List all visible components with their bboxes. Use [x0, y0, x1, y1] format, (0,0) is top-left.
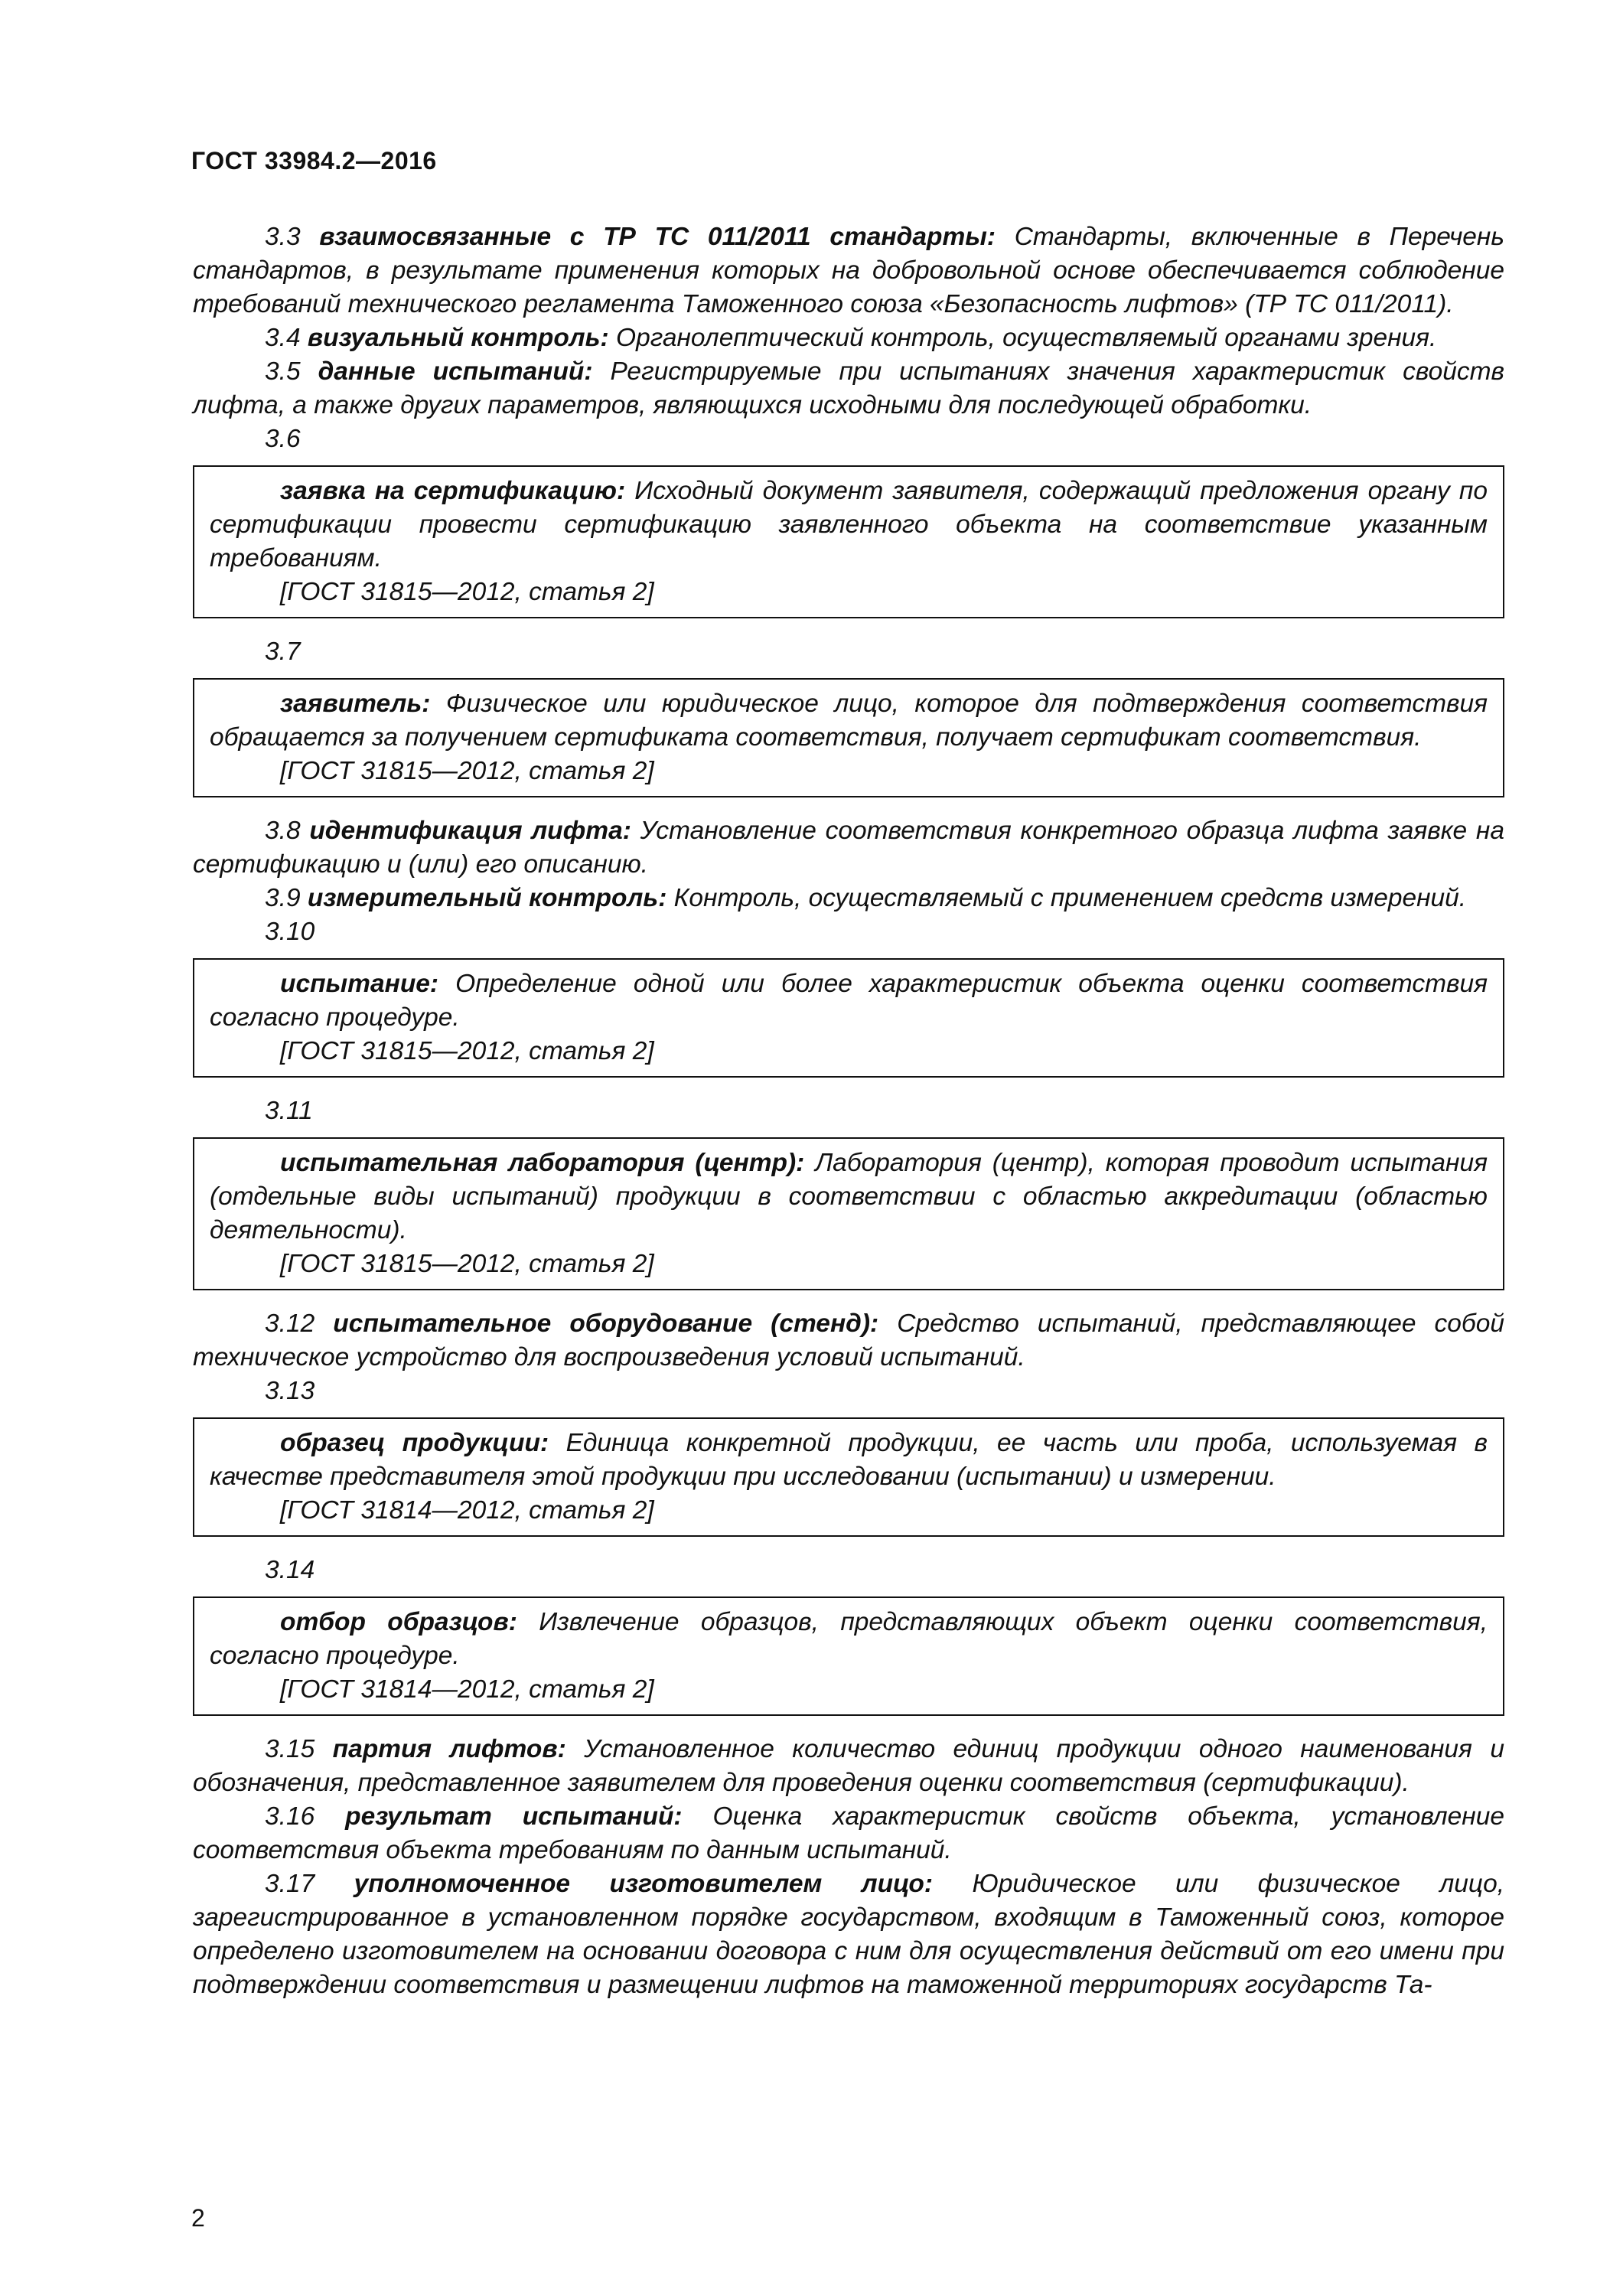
term-definition: Стандарты, включенные в Перечень стандартов, в результате применения которых на добровольной основе обеспечивается соблюдение требований технического регламента Таможенного союза «Безопасность лифтов» (ТР ТС 011/2011). [193, 223, 1504, 318]
term-title: визуальный контроль: [307, 324, 609, 352]
term-definition: Физическое или юридическое лицо, которое для подтверждения соответствия обращается за получением сертификата соответствия, получает сертификат соответствия. [210, 690, 1488, 752]
term-title: уполномоченное изготовителем лицо: [354, 1870, 934, 1898]
term-3-7 [210, 687, 1488, 755]
term-number: 3.8 [265, 817, 301, 845]
term-title: идентификация лифта: [309, 817, 631, 845]
term-3-15 [193, 1733, 1504, 1800]
term-title: испытание: [280, 970, 439, 998]
term-number-3-13: 3.13 [265, 1377, 315, 1405]
term-definition: Установленное количество единиц продукции одного наименования и обозначения, представленное заявителем для проведения оценки соответствия (сертификации). [193, 1735, 1504, 1797]
term-3-11 [210, 1146, 1488, 1247]
term-3-8 [193, 814, 1504, 882]
term-title: партия лифтов: [332, 1735, 566, 1763]
term-definition: Контроль, осуществляемый с применением средств измерений. [673, 884, 1467, 912]
term-reference: [ГОСТ 31815—2012, статья 2] [280, 578, 654, 606]
term-number-3-7: 3.7 [265, 638, 301, 666]
term-number-3-14: 3.14 [265, 1556, 315, 1584]
term-title: данные испытаний: [318, 357, 593, 386]
term-reference: [ГОСТ 31814—2012, статья 2] [280, 1675, 654, 1704]
term-number: 3.12 [265, 1309, 315, 1338]
term-3-13 [210, 1427, 1488, 1494]
term-3-17 [193, 1867, 1504, 2002]
quoted-term-box-3-7 [193, 678, 1504, 797]
quoted-term-box-3-11 [193, 1137, 1504, 1290]
term-3-12 [193, 1307, 1504, 1375]
term-number: 3.16 [265, 1802, 315, 1831]
term-title: образец продукции: [280, 1429, 549, 1457]
page-number: 2 [191, 2204, 205, 2232]
term-definition: Исходный документ заявителя, содержащий предложения органу по сертификации провести сертификацию заявленного объекта на соответствие указанным требованиям. [210, 477, 1488, 572]
term-number: 3.17 [265, 1870, 315, 1898]
term-definition: Юридическое или физическое лицо, зарегистрированное в установленном порядке государством, входящим в Таможенный союз, которое определено изготовителем на основании договора с ним для осуществления действий от его имени при подтверждении соответствия и размещении лифтов на таможенной территориях государств Та- [193, 1870, 1505, 1999]
term-reference: [ГОСТ 31815—2012, статья 2] [280, 1250, 654, 1278]
term-title: измерительный контроль: [307, 884, 667, 912]
term-3-4 [193, 321, 1504, 355]
term-3-3 [193, 220, 1504, 321]
term-definition: Определение одной или более характеристик объекта оценки соответствия согласно процедуре. [210, 970, 1488, 1032]
document-header: ГОСТ 33984.2—2016 [191, 147, 437, 174]
term-3-16 [193, 1800, 1504, 1867]
quoted-term-box-3-6 [193, 465, 1504, 618]
term-3-14 [210, 1606, 1488, 1673]
term-definition: Извлечение образцов, представляющих объект оценки соответствия, согласно процедуре. [210, 1608, 1488, 1670]
term-title: заявка на сертификацию: [280, 477, 626, 505]
term-3-6 [210, 475, 1488, 576]
term-definition: Установление соответствия конкретного образца лифта заявке на сертификацию и (или) его описанию. [193, 817, 1504, 879]
term-definition: Лаборатория (центр), которая проводит испытания (отдельные виды испытаний) продукции в соответствии с областью аккредитации (областью деятельности). [210, 1149, 1488, 1244]
term-title: испытательное оборудование (стенд): [333, 1309, 879, 1338]
term-title: отбор образцов: [280, 1608, 517, 1636]
term-number: 3.5 [265, 357, 301, 386]
term-title: результат испытаний: [345, 1802, 683, 1831]
term-definition: Органолептический контроль, осуществляемый органами зрения. [616, 324, 1437, 352]
term-reference: [ГОСТ 31814—2012, статья 2] [280, 1496, 654, 1525]
document-body [193, 220, 1504, 2002]
term-reference: [ГОСТ 31815—2012, статья 2] [280, 1037, 654, 1065]
term-3-9 [193, 882, 1504, 915]
term-definition: Оценка характеристик свойств объекта, установление соответствия объекта требованиям по данным испытаний. [193, 1802, 1504, 1864]
quoted-term-box-3-13 [193, 1417, 1504, 1537]
term-reference: [ГОСТ 31815—2012, статья 2] [280, 757, 654, 785]
term-number: 3.15 [265, 1735, 315, 1763]
term-3-10 [210, 967, 1488, 1035]
term-number: 3.9 [265, 884, 301, 912]
term-number-3-11: 3.11 [265, 1097, 313, 1125]
term-title: испытательная лаборатория (центр): [280, 1149, 805, 1177]
term-definition: Средство испытаний, представляющее собой техническое устройство для воспроизведения условий испытаний. [193, 1309, 1504, 1371]
quoted-term-box-3-14 [193, 1596, 1504, 1716]
term-number-3-6: 3.6 [265, 425, 301, 453]
term-title: взаимосвязанные с ТР ТС 011/2011 стандарты: [319, 223, 996, 251]
term-title: заявитель: [280, 690, 431, 718]
term-number-3-10: 3.10 [265, 918, 315, 946]
quoted-term-box-3-10 [193, 958, 1504, 1078]
term-number: 3.3 [265, 223, 301, 251]
term-definition: Регистрируемые при испытаниях значения характеристик свойств лифта, а также других параметров, являющихся исходными для последующей обработки. [193, 357, 1505, 419]
term-number: 3.4 [265, 324, 301, 352]
term-3-5 [193, 355, 1504, 422]
term-definition: Единица конкретной продукции, ее часть или проба, используемая в качестве представителя этой продукции при исследовании (испытании) и измерении. [210, 1429, 1488, 1491]
